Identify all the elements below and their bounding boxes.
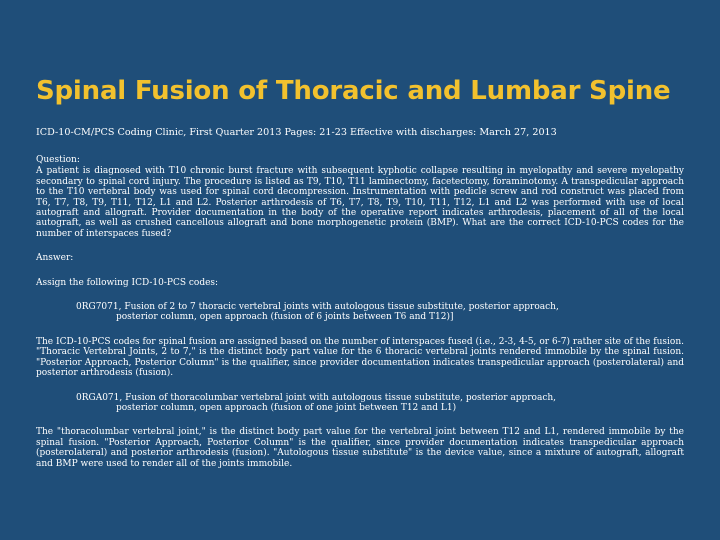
slide-subtitle: ICD-10-CM/PCS Coding Clinic, First Quarter 2013 Pages: 21-23 Effective with discharges: March 27, 2013 [36,127,557,138]
question-label: Question: [36,155,80,165]
explanation-1: The ICD-10-PCS codes for spinal fusion are assigned based on the number of interspaces fused (i.e., 2-3, 4-5, or 6-7) rather site of the fusion. "Thoracic Vertebral Joints, 2 to 7," is the distinct body part value for the 6 thoracic vertebral joints rendered immobile by the spinal fusion. "Posterior Approach, Posterior Column" is the qualifier, since provider documentation indicates transpedicular approach (posterolateral) and posterior arthrodesis (fusion). [36,336,684,379]
question-text: A patient is diagnosed with T10 chronic burst fracture with subsequent kyphotic collapse resulting in myelopathy and severe myelopathy secondary to spinal cord injury. The procedure is listed as T9, T10, T11 laminectomy, facetectomy, foraminotomy. A transpedicular approach to the T10 vertebral body was used for spinal cord decompression. Instrumentation with pedicle screw and rod construct was placed from T6, T7, T8, T9, T11, T12, L1 and L2. Posterior arthrodesis of T6, T7, T8, T9, T10, T11, T12, L1 and L2 was performed with use of local autograft and allograft. Provider documentation in the body of the operative report indicates arthrodesis, placement of all of the local autograft, as well as crushed cancellous allograft and bone morphogenetic protein (BMP). What are the correct ICD-10-PCS codes for the number of interspaces fused? [36,166,684,239]
slide-body [36,155,684,469]
answer-intro: Assign the following ICD-10-PCS codes: [36,277,219,288]
code-1-line-2: posterior column, open approach (fusion of 6 joints between T6 and T12)] [116,312,454,323]
explanation-2: The "thoracolumbar vertebral joint," is the distinct body part value for the vertebral joint between T12 and L1, rendered immobile by the spinal fusion. "Posterior Approach, Posterior Column" is the qualifier, since provider documentation indicates transpedicular approach (posterolateral) and posterior arthrodesis (fusion). "Autologous tissue substitute" is the device value, since a mixture of autograft, allograft and BMP were used to render all of the joints immobile. [36,427,684,469]
code-2-line-1: 0RGA071, Fusion of thoracolumbar vertebral joint with autologous tissue substitute, posterior approach, [76,392,557,403]
code-1-line-1: 0RG7071, Fusion of 2 to 7 thoracic vertebral joints with autologous tissue substitute, posterior approach, [76,302,559,313]
answer-label: Answer: [36,253,74,264]
code-2-line-2: posterior column, open approach (fusion of one joint between T12 and L1) [116,402,457,413]
slide-title: Spinal Fusion of Thoracic and Lumbar Spine [36,76,671,106]
